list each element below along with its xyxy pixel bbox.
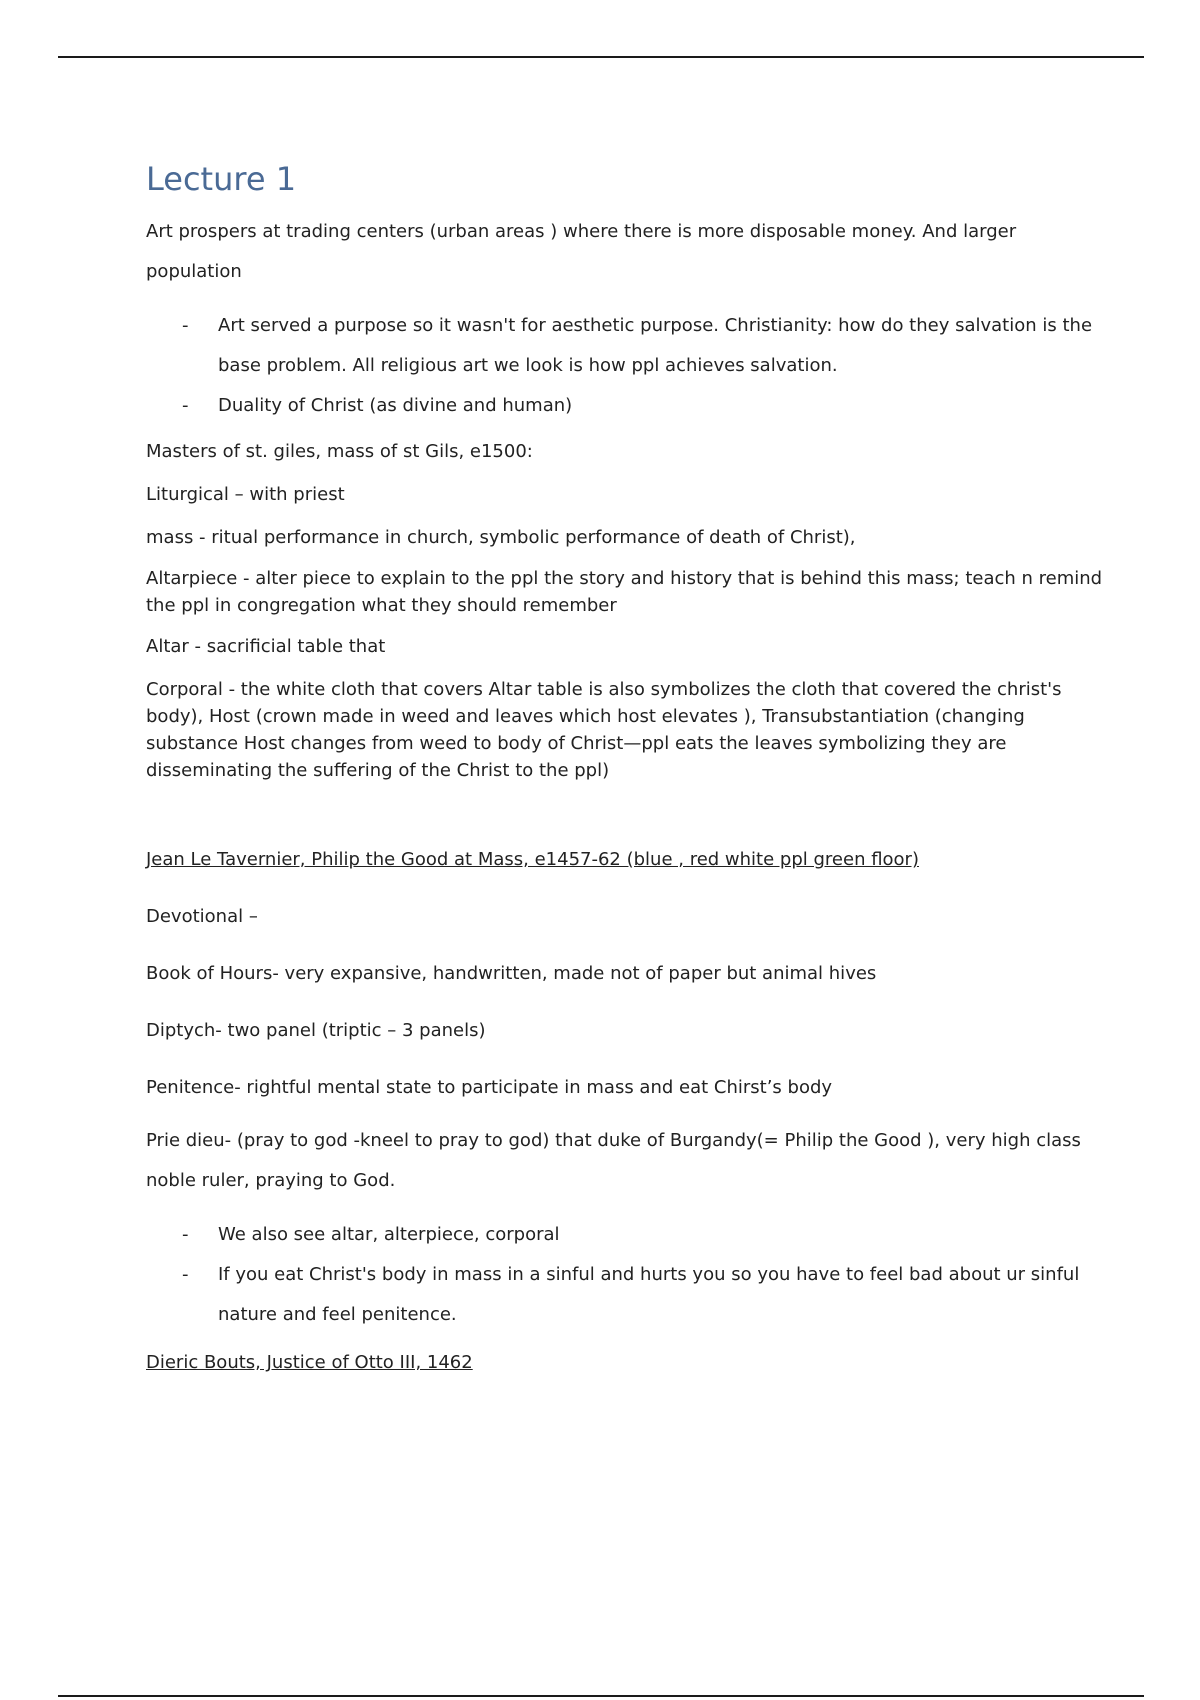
list-item: - If you eat Christ's body in mass in a sinful and hurts you so you have to feel bad about ur sinful nature and feel penitence.: [146, 1255, 1106, 1335]
mass-paragraph: mass - ritual performance in church, symbolic performance of death of Christ),: [146, 527, 856, 548]
penitence-paragraph: Penitence- rightful mental state to participate in mass and eat Chirst’s body: [146, 1077, 833, 1098]
book-of-hours-paragraph: Book of Hours- very expansive, handwritten, made not of paper but animal hives: [146, 963, 877, 984]
list-item: - Duality of Christ (as divine and human): [146, 386, 1106, 426]
jean-le-tavernier-heading: Jean Le Tavernier, Philip the Good at Mass, e1457-62 (blue , red white ppl green floor): [146, 849, 919, 870]
altarpiece-paragraph: Altarpiece - alter piece to explain to the ppl the story and history that is behind this mass; teach n remind the ppl in congregation what they should remember: [146, 568, 1103, 616]
corporal-paragraph: Corporal - the white cloth that covers Altar table is also symbolizes the cloth that covered the christ's body), Host (crown made in weed and leaves which host elevates ), Transubstantiation (changing substance Host changes from weed to body of Christ—ppl eats the leaves symbolizing they are disseminating the suffering of the Christ to the ppl): [146, 679, 1062, 781]
page-title: Lecture 1: [146, 160, 297, 198]
header-rule: [58, 56, 1144, 58]
intro-paragraph: Art prospers at trading centers (urban areas ) where there is more disposable money. And larger population: [146, 221, 1017, 282]
footer-rule: [58, 1695, 1144, 1697]
list-item: - Art served a purpose so it wasn't for aesthetic purpose. Christianity: how do they salvation is the base problem. All religious art we look is how ppl achieves salvation.: [146, 306, 1106, 386]
list-item: - We also see altar, alterpiece, corporal: [146, 1215, 1106, 1255]
altar-paragraph: Altar - sacrificial table that: [146, 636, 386, 657]
document-body: [146, 160, 1106, 1376]
prie-dieu-paragraph: Prie dieu- (pray to god -kneel to pray to god) that duke of Burgandy(= Philip the Good ), very high class noble ruler, praying to God.: [146, 1130, 1081, 1191]
liturgical-paragraph: Liturgical – with priest: [146, 484, 345, 505]
devotional-paragraph: Devotional –: [146, 906, 258, 927]
diptych-paragraph: Diptych- two panel (triptic – 3 panels): [146, 1020, 486, 1041]
masters-paragraph: Masters of st. giles, mass of st Gils, e1500:: [146, 441, 533, 462]
dieric-bouts-heading: Dieric Bouts, Justice of Otto III, 1462: [146, 1352, 473, 1373]
bullet-list-2: [146, 1215, 1106, 1335]
bullet-list-1: [146, 306, 1106, 426]
